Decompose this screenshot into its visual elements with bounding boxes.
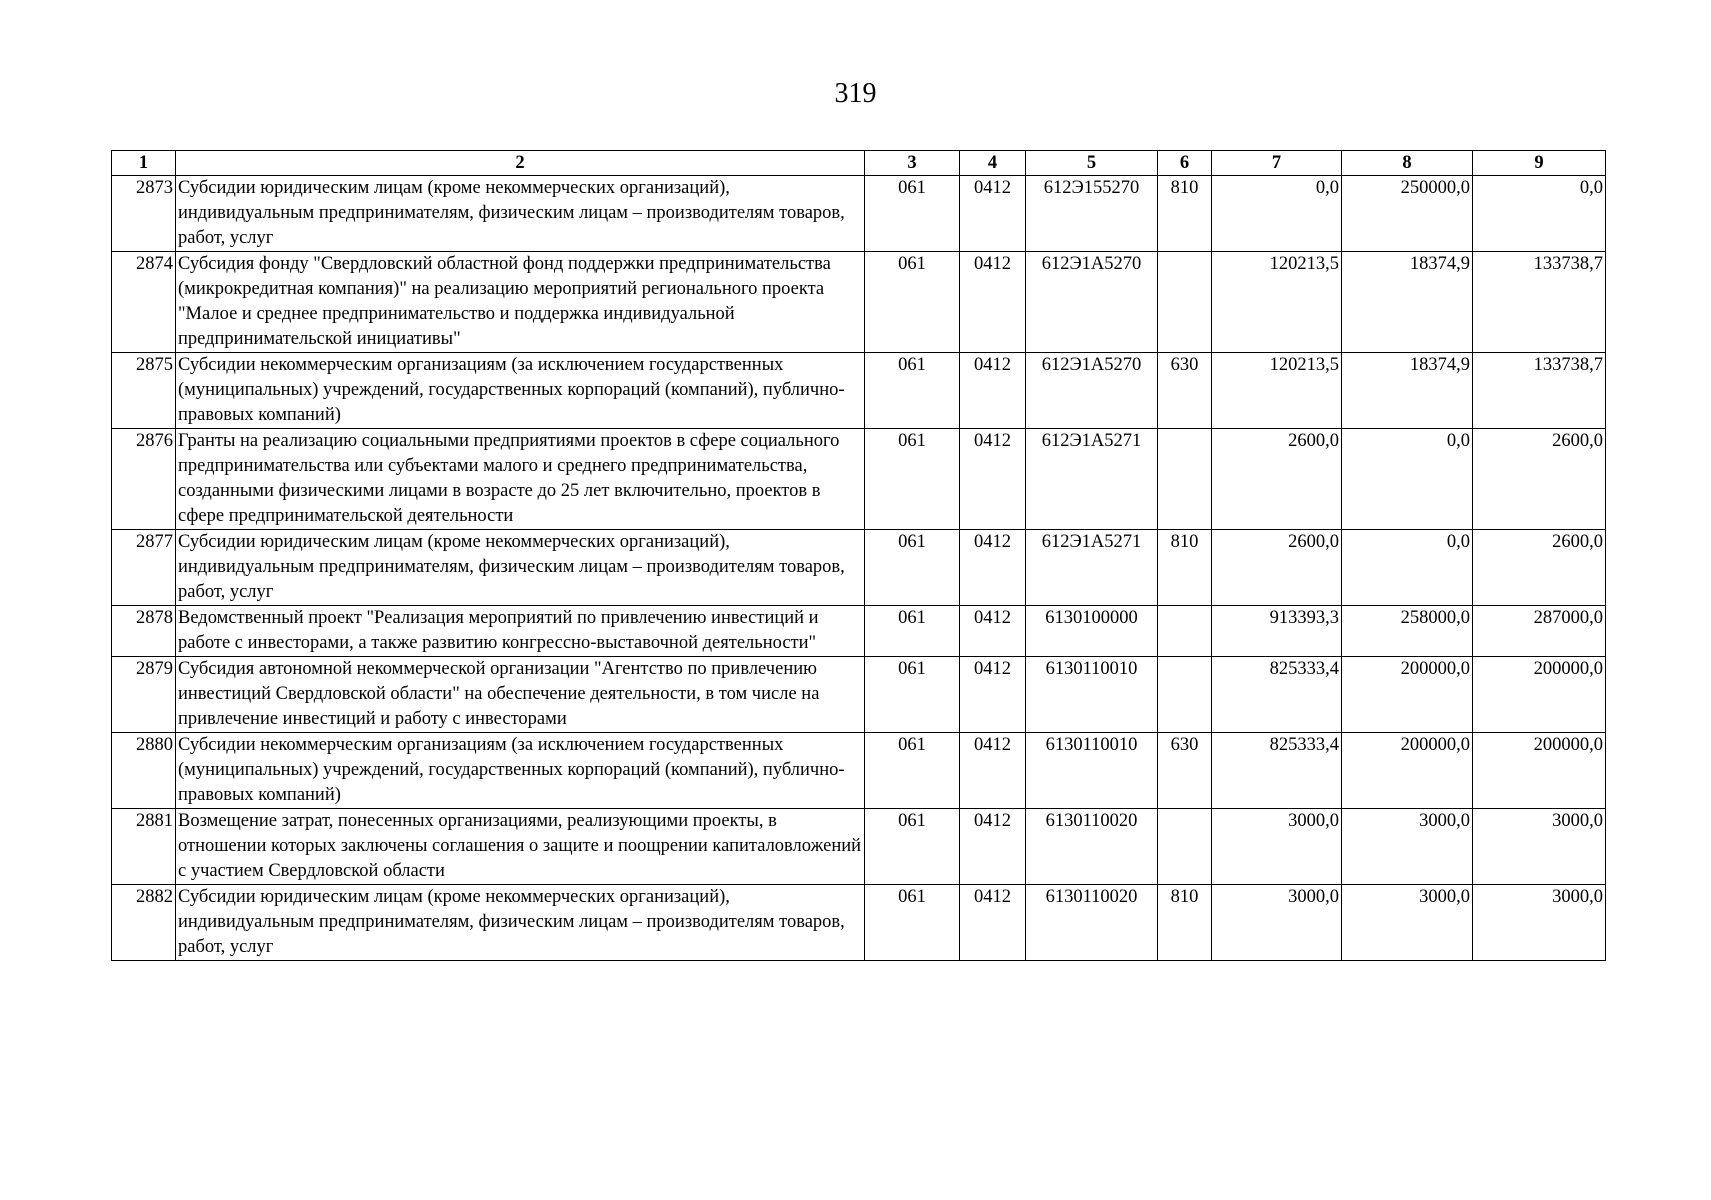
amount-col8: 200000,0	[1342, 657, 1473, 733]
row-description: Субсидия фонду "Свердловский областной фонд поддержки предпринимательства (микрокредитная компания)" на реализацию мероприятий регионального проекта "Малое и среднее предпринимательство и поддержка индивидуальной предпринимательской инициативы"	[176, 252, 865, 353]
target-code: 612Э1А5271	[1026, 530, 1158, 606]
expense-type-code	[1158, 809, 1212, 885]
ministry-code: 061	[865, 733, 960, 809]
amount-col8: 18374,9	[1342, 252, 1473, 353]
section-code: 0412	[960, 353, 1026, 429]
amount-col9: 2600,0	[1473, 429, 1606, 530]
row-description: Субсидии некоммерческим организациям (за исключением государственных (муниципальных) учреждений, государственных корпораций (компаний), публично-правовых компаний)	[176, 353, 865, 429]
ministry-code: 061	[865, 606, 960, 657]
amount-col9: 200000,0	[1473, 657, 1606, 733]
ministry-code: 061	[865, 252, 960, 353]
ministry-code: 061	[865, 809, 960, 885]
amount-col7: 2600,0	[1212, 429, 1342, 530]
column-header: 9	[1473, 151, 1606, 176]
target-code: 612Э1А5270	[1026, 252, 1158, 353]
amount-col8: 250000,0	[1342, 176, 1473, 252]
row-number: 2876	[112, 429, 176, 530]
section-code: 0412	[960, 252, 1026, 353]
amount-col7: 2600,0	[1212, 530, 1342, 606]
amount-col9: 287000,0	[1473, 606, 1606, 657]
section-code: 0412	[960, 885, 1026, 961]
row-number: 2880	[112, 733, 176, 809]
column-header: 7	[1212, 151, 1342, 176]
target-code: 6130110020	[1026, 809, 1158, 885]
column-header: 5	[1026, 151, 1158, 176]
column-header: 6	[1158, 151, 1212, 176]
section-code: 0412	[960, 429, 1026, 530]
column-header: 8	[1342, 151, 1473, 176]
row-description: Субсидии юридическим лицам (кроме некоммерческих организаций), индивидуальным предпринимателям, физическим лицам – производителям товаров, работ, услуг	[176, 885, 865, 961]
row-number: 2878	[112, 606, 176, 657]
table-row	[112, 530, 1606, 606]
budget-table	[111, 150, 1606, 961]
target-code: 612Э155270	[1026, 176, 1158, 252]
amount-col9: 133738,7	[1473, 252, 1606, 353]
table-row	[112, 176, 1606, 252]
expense-type-code	[1158, 657, 1212, 733]
row-number: 2881	[112, 809, 176, 885]
target-code: 6130110010	[1026, 657, 1158, 733]
amount-col8: 258000,0	[1342, 606, 1473, 657]
amount-col8: 18374,9	[1342, 353, 1473, 429]
amount-col9: 3000,0	[1473, 885, 1606, 961]
ministry-code: 061	[865, 530, 960, 606]
row-number: 2879	[112, 657, 176, 733]
target-code: 6130110010	[1026, 733, 1158, 809]
amount-col9: 3000,0	[1473, 809, 1606, 885]
amount-col7: 3000,0	[1212, 809, 1342, 885]
amount-col7: 0,0	[1212, 176, 1342, 252]
amount-col9: 2600,0	[1473, 530, 1606, 606]
expense-type-code	[1158, 606, 1212, 657]
ministry-code: 061	[865, 429, 960, 530]
ministry-code: 061	[865, 657, 960, 733]
section-code: 0412	[960, 733, 1026, 809]
expense-type-code: 810	[1158, 885, 1212, 961]
section-code: 0412	[960, 530, 1026, 606]
table-row	[112, 353, 1606, 429]
ministry-code: 061	[865, 353, 960, 429]
amount-col8: 0,0	[1342, 429, 1473, 530]
row-number: 2877	[112, 530, 176, 606]
amount-col8: 3000,0	[1342, 885, 1473, 961]
row-number: 2874	[112, 252, 176, 353]
amount-col9: 200000,0	[1473, 733, 1606, 809]
table-row	[112, 885, 1606, 961]
target-code: 612Э1А5271	[1026, 429, 1158, 530]
section-code: 0412	[960, 657, 1026, 733]
expense-type-code: 630	[1158, 733, 1212, 809]
row-description: Субсидия автономной некоммерческой организации "Агентство по привлечению инвестиций Свердловской области" на обеспечение деятельности, в том числе на привлечение инвестиций и работу с инвесторами	[176, 657, 865, 733]
row-description: Возмещение затрат, понесенных организациями, реализующими проекты, в отношении которых заключены соглашения о защите и поощрении капиталовложений с участием Свердловской области	[176, 809, 865, 885]
expense-type-code: 810	[1158, 176, 1212, 252]
row-number: 2882	[112, 885, 176, 961]
amount-col8: 0,0	[1342, 530, 1473, 606]
row-number: 2875	[112, 353, 176, 429]
amount-col7: 913393,3	[1212, 606, 1342, 657]
row-description: Субсидии юридическим лицам (кроме некоммерческих организаций), индивидуальным предпринимателям, физическим лицам – производителям товаров, работ, услуг	[176, 176, 865, 252]
expense-type-code: 630	[1158, 353, 1212, 429]
amount-col7: 120213,5	[1212, 252, 1342, 353]
table-row	[112, 657, 1606, 733]
amount-col8: 200000,0	[1342, 733, 1473, 809]
section-code: 0412	[960, 176, 1026, 252]
header-row	[112, 151, 1606, 176]
ministry-code: 061	[865, 176, 960, 252]
table-row	[112, 733, 1606, 809]
target-code: 6130100000	[1026, 606, 1158, 657]
section-code: 0412	[960, 809, 1026, 885]
table-row	[112, 252, 1606, 353]
ministry-code: 061	[865, 885, 960, 961]
column-header: 4	[960, 151, 1026, 176]
amount-col7: 825333,4	[1212, 733, 1342, 809]
row-description: Ведомственный проект "Реализация мероприятий по привлечению инвестиций и работе с инвесторами, а также развитию конгрессно-выставочной деятельности"	[176, 606, 865, 657]
column-header: 1	[112, 151, 176, 176]
column-header: 3	[865, 151, 960, 176]
amount-col9: 133738,7	[1473, 353, 1606, 429]
column-header: 2	[176, 151, 865, 176]
amount-col7: 825333,4	[1212, 657, 1342, 733]
target-code: 6130110020	[1026, 885, 1158, 961]
row-description: Субсидии юридическим лицам (кроме некоммерческих организаций), индивидуальным предпринимателям, физическим лицам – производителям товаров, работ, услуг	[176, 530, 865, 606]
row-number: 2873	[112, 176, 176, 252]
target-code: 612Э1А5270	[1026, 353, 1158, 429]
page-number: 319	[834, 78, 877, 109]
table-row	[112, 606, 1606, 657]
amount-col7: 3000,0	[1212, 885, 1342, 961]
section-code: 0412	[960, 606, 1026, 657]
table-row	[112, 809, 1606, 885]
amount-col9: 0,0	[1473, 176, 1606, 252]
row-description: Субсидии некоммерческим организациям (за исключением государственных (муниципальных) учреждений, государственных корпораций (компаний), публично-правовых компаний)	[176, 733, 865, 809]
table-row	[112, 429, 1606, 530]
expense-type-code	[1158, 429, 1212, 530]
amount-col8: 3000,0	[1342, 809, 1473, 885]
row-description: Гранты на реализацию социальными предприятиями проектов в сфере социального предпринимательства или субъектами малого и среднего предпринимательства, созданными физическими лицами в возрасте до 25 лет включительно, проектов в сфере предпринимательской деятельности	[176, 429, 865, 530]
expense-type-code: 810	[1158, 530, 1212, 606]
expense-type-code	[1158, 252, 1212, 353]
amount-col7: 120213,5	[1212, 353, 1342, 429]
